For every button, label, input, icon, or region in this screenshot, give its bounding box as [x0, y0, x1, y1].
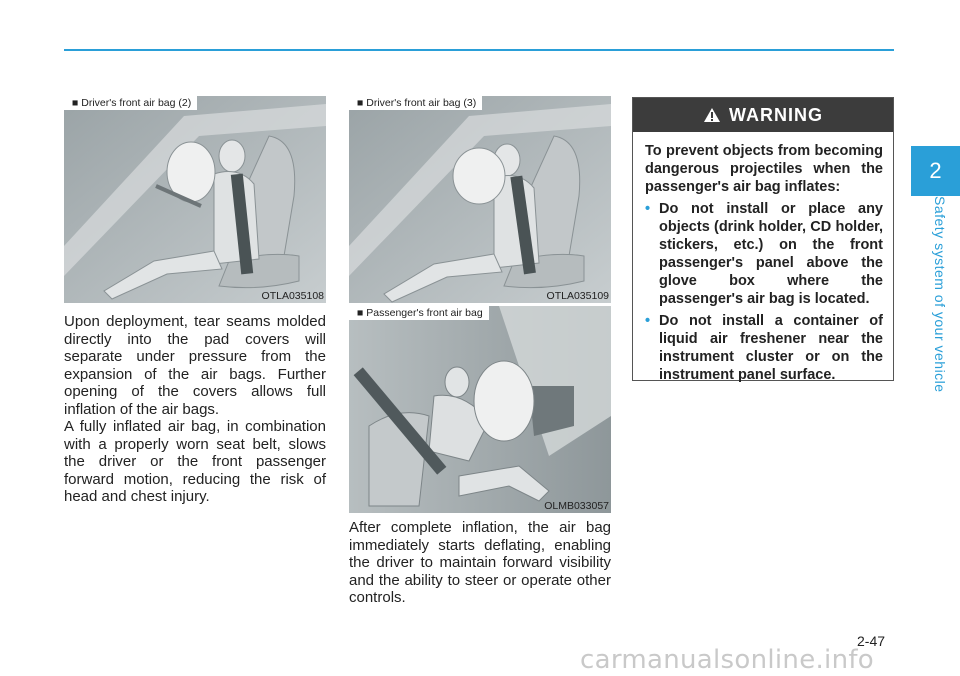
body-paragraph: After complete inflation, the air bag immediately starts deflating, enabling the driver to maintain forward visibility and the ability to steer or operate other controls.: [349, 519, 611, 606]
figure-code: OLMB033057: [544, 500, 609, 512]
bullet: •: [645, 201, 651, 217]
figure-driver-airbag-2: [64, 96, 326, 303]
chapter-tab[interactable]: [911, 146, 960, 196]
figure-caption: ■ Driver's front air bag (3): [349, 96, 482, 110]
warning-box: [632, 97, 894, 381]
warning-item: [645, 200, 883, 308]
warning-item-text: Do not install a container of liquid air freshener near the instrument cluster or on the instrument panel surface.: [659, 313, 883, 383]
driver-airbag-illustration: [64, 96, 326, 303]
warning-intro: To prevent objects from becoming dangerous projectiles when the passenger's air bag inflates:: [645, 143, 883, 195]
header-rule: [64, 49, 894, 51]
passenger-airbag-illustration: [349, 306, 611, 513]
page-number: 2-47: [857, 633, 886, 649]
watermark[interactable]: carmanualsonline.info: [580, 645, 875, 675]
chapter-number: 2: [929, 158, 942, 183]
warning-title: WARNING: [729, 104, 823, 125]
warning-triangle-icon: [703, 107, 721, 123]
warning-item-text: Do not install or place any objects (drink holder, CD holder, stickers, etc.) on the front passenger's panel above the glove box where the passenger's air bag is located.: [659, 201, 883, 307]
warning-list: [645, 200, 883, 384]
figure-code: OTLA035108: [261, 290, 324, 302]
warning-header: [633, 98, 893, 132]
figure-caption: ■ Passenger's front air bag: [349, 306, 489, 320]
body-paragraph: A fully inflated air bag, in combination with a properly worn seat belt, slows the driver or the front passenger forward motion, reducing the risk of head and chest injury.: [64, 418, 326, 505]
bullet: •: [645, 313, 651, 329]
figure-passenger-airbag: [349, 306, 611, 513]
driver-airbag-illustration: [349, 96, 611, 303]
body-paragraph: Upon deployment, tear seams molded directly into the pad covers will separate under pressure from the expansion of the air bags. Further opening of the covers allows full inflation of the air bags.: [64, 313, 326, 418]
figure-code: OTLA035109: [546, 290, 609, 302]
warning-item: [645, 312, 883, 384]
chapter-title: Safety system of your vehicle: [932, 196, 948, 393]
figure-driver-airbag-3: [349, 96, 611, 303]
figure-caption: ■ Driver's front air bag (2): [64, 96, 197, 110]
